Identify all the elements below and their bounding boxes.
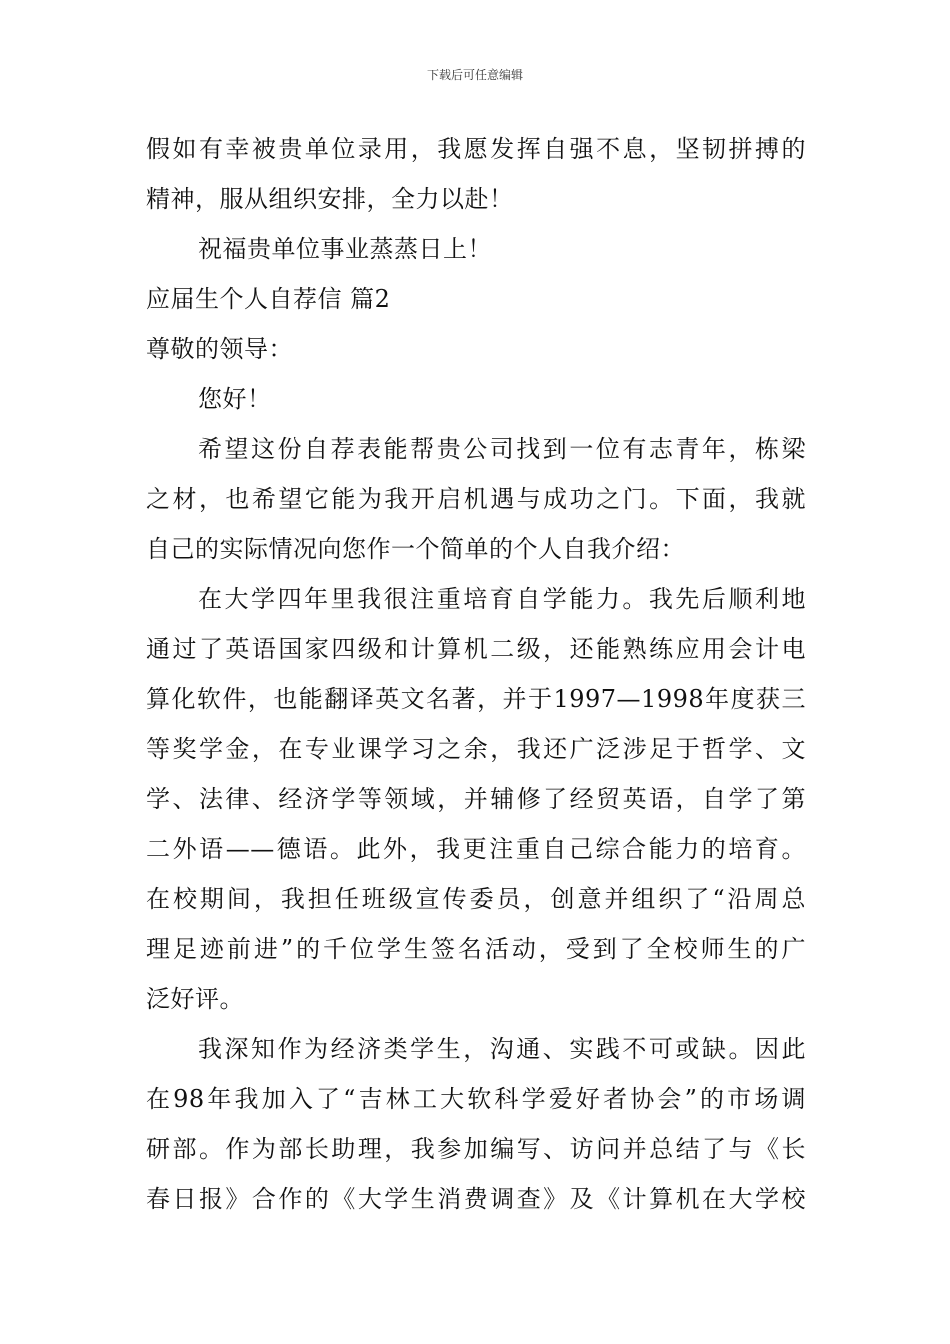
text-line: 在大学四年里我很注重培育自学能力。我先后顺利地 <box>198 585 806 613</box>
text-line: 二外语——德语。此外，我更注重自己综合能力的培育。 <box>146 835 806 863</box>
text-line: 等奖学金，在专业课学习之余，我还广泛涉足于哲学、文 <box>146 735 806 763</box>
text-line: 精神，服从组织安排，全力以赴！ <box>146 185 514 213</box>
text-line: 之材，也希望它能为我开启机遇与成功之门。下面，我就 <box>146 485 806 513</box>
text-line: 泛好评。 <box>146 985 244 1013</box>
text-line: 在98年我加入了“吉林工大软科学爱好者协会”的市场调 <box>146 1085 806 1113</box>
text-line: 在校期间，我担任班级宣传委员，创意并组织了“沿周总 <box>146 885 806 913</box>
page-header: 下载后可任意编辑 <box>426 68 523 82</box>
text-line: 自己的实际情况向您作一个简单的个人自我介绍： <box>146 535 685 563</box>
text-line: 您好！ <box>198 385 272 413</box>
text-line: 理足迹前进”的千位学生签名活动，受到了全校师生的广 <box>146 935 806 963</box>
text-line: 祝福贵单位事业蒸蒸日上！ <box>198 235 492 263</box>
text-line: 我深知作为经济类学生，沟通、实践不可或缺。因此 <box>198 1035 806 1063</box>
text-line: 春日报》合作的《大学生消费调查》及《计算机在大学校 <box>146 1185 806 1213</box>
text-line: 假如有幸被贵单位录用，我愿发挥自强不息，坚韧拼搏的 <box>146 135 806 163</box>
text-line: 希望这份自荐表能帮贵公司找到一位有志青年，栋梁 <box>198 435 806 463</box>
text-line: 算化软件，也能翻译英文名著，并于1997—1998年度获三 <box>146 685 806 713</box>
document-body <box>146 124 806 1224</box>
text-line: 通过了英语国家四级和计算机二级，还能熟练应用会计电 <box>146 635 806 663</box>
text-line: 尊敬的领导： <box>146 335 293 363</box>
text-line: 研部。作为部长助理，我参加编写、访问并总结了与《长 <box>146 1135 806 1163</box>
text-line: 学、法律、经济学等领域，并辅修了经贸英语，自学了第 <box>146 785 806 813</box>
text-line: 应届生个人自荐信 篇2 <box>146 285 391 313</box>
